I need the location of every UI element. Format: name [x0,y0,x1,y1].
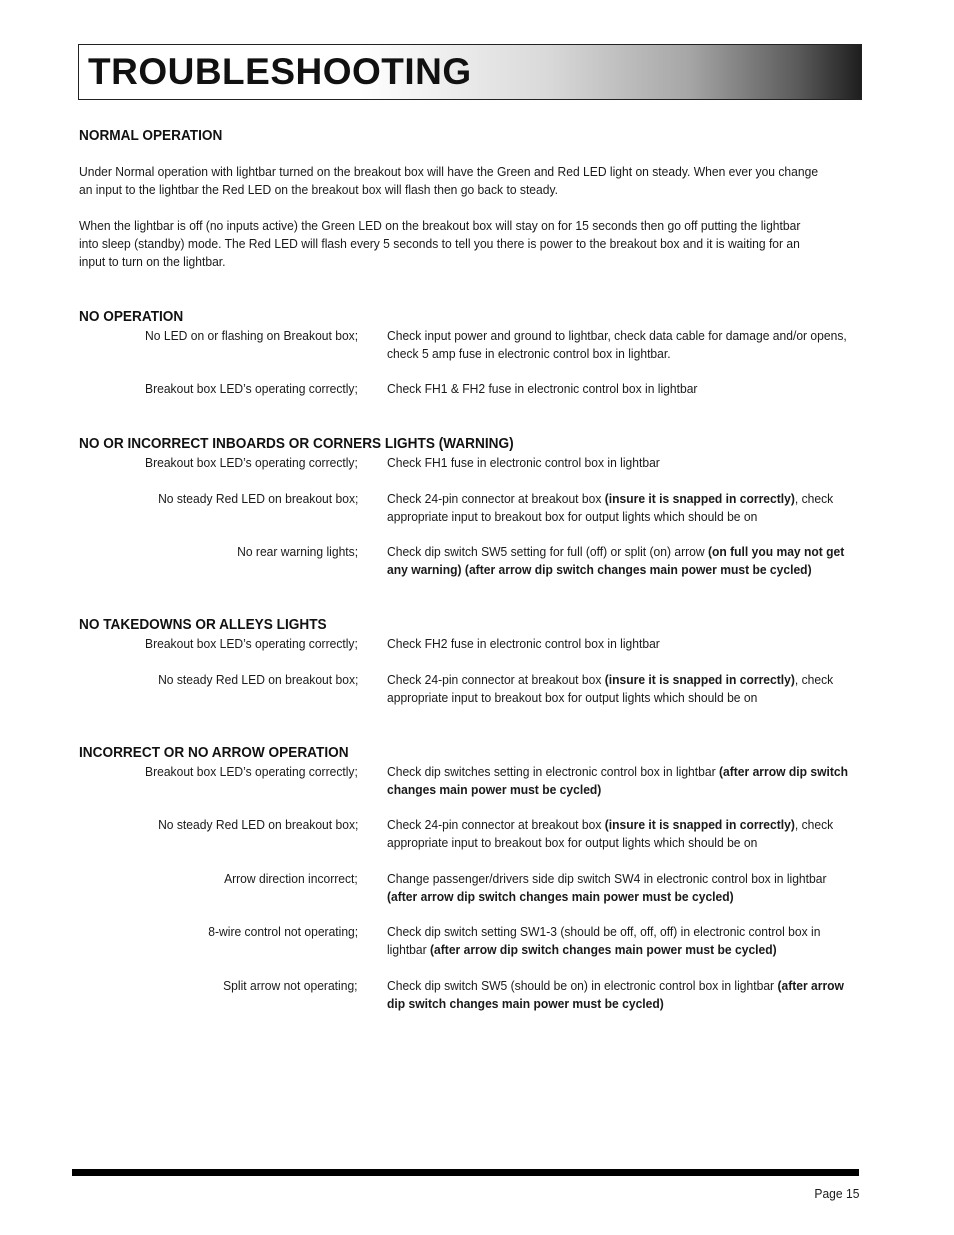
remedy-run: Check FH2 fuse in electronic control box in lightbar [387,636,660,651]
remedy-run: , check appropriate input to breakout box for output lights which should be on [387,672,834,705]
page-header [78,44,862,100]
remedy-emphasis: (after arrow dip switch changes main power must be cycled) [387,978,844,1011]
remedy-emphasis: (after arrow dip switch changes main power must be cycled) [430,942,777,957]
remedy-run: , check appropriate input to breakout box for output lights which should be on [387,491,834,524]
remedy-text [387,763,856,799]
remedy-text [387,543,856,579]
symptom-text: Breakout box LED’s operating correctly; [145,381,358,396]
remedy-emphasis: (on full you may not get any warning) (after arrow dip switch changes main power must be cycled) [387,544,845,577]
remedy-emphasis: (insure it is snapped in correctly) [604,672,795,687]
remedy-emphasis: (after arrow dip switch changes main power must be cycled) [387,889,734,904]
remedy-text [387,977,856,1013]
remedy-emphasis: (after arrow dip switch changes main power must be cycled) [387,764,848,797]
symptom-text: No steady Red LED on breakout box; [157,817,358,832]
page-title: TROUBLESHOOTING [88,51,472,92]
remedy-run: Check 24-pin connector at breakout box [387,817,605,832]
remedy-run: Check dip switch setting SW1-3 (should be off, off, off) in electronic control box in lightbar [387,924,821,957]
section-heading: NO OR INCORRECT INBOARDS OR CORNERS LIGHTS (WARNING) [79,436,514,452]
remedy-text [387,380,856,398]
remedy-text [387,454,856,472]
symptom-text: 8-wire control not operating; [208,924,358,939]
symptom-text: No steady Red LED on breakout box; [157,491,358,506]
remedy-run: Check dip switches setting in electronic control box in lightbar [387,764,719,779]
page-number: Page 15 [813,1186,859,1201]
remedy-run: , check appropriate input to breakout box for output lights which should be on [387,817,834,850]
remedy-emphasis: (insure it is snapped in correctly) [604,491,795,506]
remedy-text [387,671,856,707]
section-heading: NO OPERATION [79,309,184,325]
remedy-run: Check dip switch SW5 setting for full (off) or split (on) arrow [387,544,708,559]
remedy-run: Check input power and ground to lightbar, check data cable for damage and/or opens, check 5 amp fuse in electronic control box in lightbar. [387,328,847,361]
symptom-text: Arrow direction incorrect; [224,871,358,886]
normal-operation-paragraph-2: When the lightbar is off (no inputs active) the Green LED on the breakout box will stay on for 15 seconds then go off putting the lightbar into sleep (standby) mode. The Red LED will flash every 5 seconds to tell you there is power to the breakout box and it is waiting for an input to turn on the lightbar. [79,218,801,269]
remedy-run: Check FH1 fuse in electronic control box in lightbar [387,455,660,470]
section-heading: NO TAKEDOWNS OR ALLEYS LIGHTS [79,617,327,633]
remedy-text [387,635,856,653]
remedy-run: Check 24-pin connector at breakout box [387,672,605,687]
remedy-text [387,327,856,363]
remedy-text [387,923,856,959]
remedy-run: Change passenger/drivers side dip switch SW4 in electronic control box in lightbar [387,871,827,886]
section-heading-normal-operation: NORMAL OPERATION [79,128,223,144]
remedy-emphasis: (insure it is snapped in correctly) [604,817,795,832]
symptom-text: No steady Red LED on breakout box; [157,672,358,687]
remedy-run: Check FH1 & FH2 fuse in electronic control box in lightbar [387,381,698,396]
section-heading: INCORRECT OR NO ARROW OPERATION [79,745,349,761]
footer-rule [72,1169,859,1176]
symptom-text: Breakout box LED’s operating correctly; [145,764,358,779]
symptom-text: No LED on or flashing on Breakout box; [144,328,358,343]
symptom-text: Breakout box LED’s operating correctly; [145,455,358,470]
remedy-run: Check 24-pin connector at breakout box [387,491,605,506]
remedy-run: Check dip switch SW5 (should be on) in electronic control box in lightbar [387,978,778,993]
remedy-text [387,816,856,852]
symptom-text: Split arrow not operating; [223,978,358,993]
symptom-text: No rear warning lights; [237,544,358,559]
symptom-text: Breakout box LED’s operating correctly; [145,636,358,651]
remedy-text [387,870,856,906]
remedy-text [387,490,856,526]
normal-operation-paragraph-1: Under Normal operation with lightbar turned on the breakout box will have the Green and Red LED light on steady. When ever you change an input to the lightbar the Red LED on the breakout box will flash then go back to steady. [79,164,819,197]
